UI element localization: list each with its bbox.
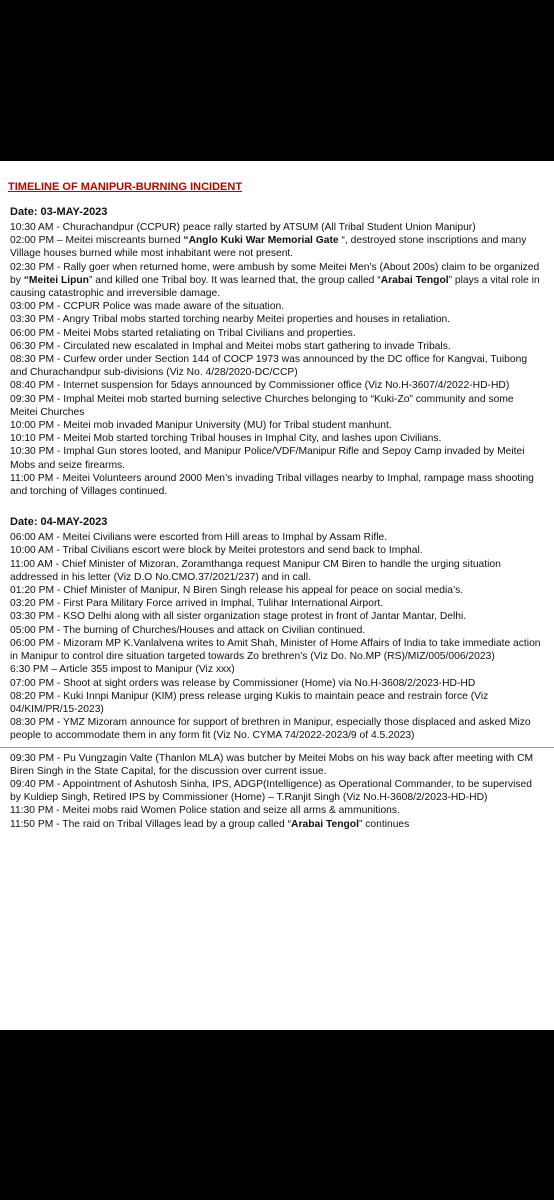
timeline-entry: 10:10 PM - Meitei Mob started torching Tribal houses in Imphal City, and lashes upon Civilians. (10, 433, 442, 445)
timeline-entry: 6:30 PM – Article 355 impost to Manipur (Viz xxx) (10, 664, 235, 676)
timeline-entry: 10:00 AM - Tribal Civilians escort were block by Meitei protestors and send back to Imphal. (10, 545, 423, 557)
timeline-entry: 09:40 PM - Appointment of Ashutosh Sinha, IPS, ADGP(Intelligence) as Operational Commander, to be supervised by Kuldiep Singh, Retired IPS by Commissioner (Home) – T.Ranjit Singh (Viz No.H-3608/2/2023-HD-HD) (10, 778, 532, 804)
timeline-entry: 08:40 PM - Internet suspension for 5days announced by Commissioner office (Viz No.H-3607/4/2022-HD-HD) (10, 380, 510, 392)
timeline-entry: 03:30 PM - KSO Delhi along with all sister organization stage protest in front of Jantar Mantar, Delhi. (10, 611, 467, 623)
section-gap (10, 498, 542, 516)
timeline-entry: 11:00 PM - Meitei Volunteers around 2000 Men’s invading Tribal villages nearby to Imphal, rampage mass shooting and torching of Villages continued. (10, 472, 534, 498)
timeline-entry: 11:30 PM - Meitei mobs raid Women Police station and seize all arms & ammunitions. (10, 805, 400, 817)
timeline-entry: 10:30 AM - Churachandpur (CCPUR) peace rally started by ATSUM (All Tribal Student Union Manipur) (10, 222, 476, 233)
timeline-entry: 08:20 PM - Kuki Innpi Manipur (KIM) press release urging Kukis to maintain peace and restrain force (Viz 04/KIM/PR/15-2023) (10, 690, 489, 715)
emphasized-text: “Meitei Lipun (23, 274, 89, 286)
document-title: TIMELINE OF MANIPUR-BURNING INCIDENT (8, 181, 243, 193)
document-content (0, 161, 554, 831)
page-break-line (0, 747, 554, 748)
timeline-entry: 08:30 PM - YMZ Mizoram announce for support of brethren in Manipur, especially those displaced and asked Mizo people to accommodate them in any form fit (Viz No. CYMA 74/2022-2023/9 of 4.5.2023) (10, 717, 531, 742)
timeline-entry: 02:00 PM – Meitei miscreants burned “Anglo Kuki War Memorial Gate “, destroyed stone inscriptions and many Village houses burned while most inhabitant were not present. (10, 235, 527, 260)
timeline-entry: 10:30 PM - Imphal Gun stores looted, and Manipur Police/VDF/Manipur Rifle and Sepoy Camp invaded by Meitei Mobs and seize firearms. (10, 446, 525, 471)
timeline-entry: 06:00 PM - Meitei Mobs started retaliating on Tribal Civilians and properties. (10, 327, 356, 339)
timeline-sections (10, 206, 542, 831)
timeline-entry: 06:30 PM - Circulated new escalated in Imphal and Meitei mobs start gathering to invade Tribals. (10, 340, 451, 352)
timeline-entry: 06:00 AM - Meitei Civilians were escorted from Hill areas to Imphal by Assam Rifle. (10, 532, 388, 544)
timeline-entry: 11:00 AM - Chief Minister of Mizoran, Zoramthanga request Manipur CM Biren to handle the urging situation addressed in his letter (Viz D.O No.CMO.37/2021/237) and in call. (10, 558, 501, 583)
timeline-entry: 06:00 PM - Mizoram MP K.Vanlalvena writes to Amit Shah, Minister of Home Affairs of India to take immediate action in Manipur to control dire situation targeted towards Zo brethren’s (Viz Do. No.MP (RS)/MIZ/005/006/2023) (10, 637, 541, 663)
timeline-entry: 09:30 PM - Pu Vungzagin Valte (Thanlon MLA) was butcher by Meitei Mobs on his way back after meeting with CM Biren Singh in the State Capital, for the discussion over current issue. (10, 752, 534, 777)
timeline-entry: 03:00 PM - CCPUR Police was made aware of the situation. (10, 301, 285, 313)
timeline-entry: 05:00 PM - The burning of Churches/Houses and attack on Civilian continued. (10, 624, 366, 636)
section-date: Date: 04-MAY-2023 (10, 516, 108, 529)
timeline-entry: 08:30 PM - Curfew order under Section 144 of COCP 1973 was announced by the DC office for Kangvai, Tuibong and Churachandpur sub-divisions (Viz No. 4/28/2020-DC/CCP) (10, 354, 528, 379)
timeline-entry: 03:30 PM - Angry Tribal mobs started torching nearby Meitei properties and houses in retaliation. (10, 314, 451, 326)
document-page (0, 161, 554, 1030)
emphasized-text: Arabai Tengol (291, 818, 359, 830)
timeline-entry: 01:20 PM - Chief Minister of Manipur, N Biren Singh release his appeal for peace on social media’s. (10, 585, 464, 597)
timeline-entry: 10:00 PM - Meitei mob invaded Manipur University (MU) for Tribal student manhunt. (10, 420, 392, 432)
timeline-entry: 02:30 PM - Rally goer when returned home, were ambush by some Meitei Men’s (About 200s) claim to be organized by “Meitei Lipun” and killed one Tribal boy. It was learned that, the group called “Arabai Tengol” plays a vital role in causing catastrophic and irreversible damage. (10, 261, 540, 300)
timeline-entry: 11:50 PM - The raid on Tribal Villages lead by a group called “Arabai Tengol” continues (10, 818, 410, 830)
timeline-entry: 03:20 PM - First Para Military Force arrived in Imphal, Tulihar International Airport. (10, 598, 384, 610)
emphasized-text: Arabai Tengol (380, 274, 449, 286)
timeline-entry: 09:30 PM - Imphal Meitei mob started burning selective Churches belonging to “Kuki-Zo” community and some Meitei Churches (10, 393, 514, 418)
emphasized-text: “Anglo Kuki War Memorial Gate (183, 235, 339, 247)
section-date: Date: 03-MAY-2023 (10, 206, 108, 218)
timeline-entry: 07:00 PM - Shoot at sight orders was release by Commissioner (Home) via No.H-3608/2/2023-HD-HD (10, 677, 476, 689)
